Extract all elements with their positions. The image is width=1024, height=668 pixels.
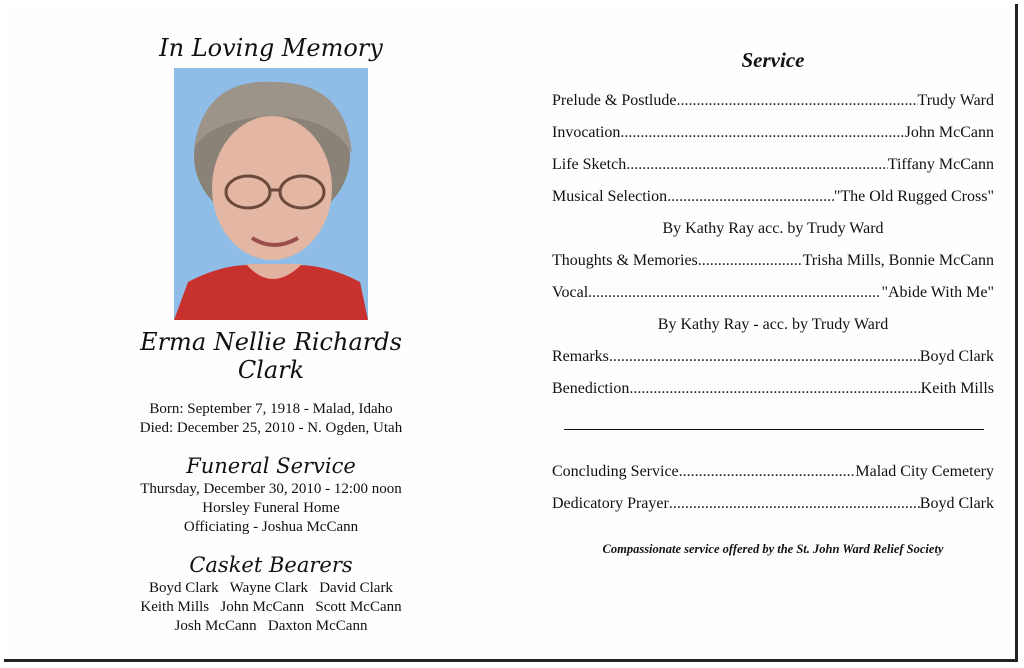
relief-society-credit: Compassionate service offered by the St. John Ward Relief Society bbox=[602, 542, 944, 556]
row-value: "The Old Rugged Cross" bbox=[833, 188, 994, 205]
performer-credit: By Kathy Ray - acc. by Trudy Ward bbox=[657, 316, 889, 333]
left-panel bbox=[104, 34, 438, 636]
funeral-service-title: Funeral Service bbox=[186, 454, 356, 478]
service-row bbox=[552, 117, 994, 149]
deceased-name: Erma Nellie Richards Clark bbox=[140, 328, 402, 384]
row-label: Concluding Service bbox=[552, 463, 679, 480]
bearers-line: Boyd Clark Wayne Clark David Clark bbox=[149, 580, 393, 596]
life-dates bbox=[104, 400, 438, 438]
row-value: Trisha Mills, Bonnie McCann bbox=[802, 252, 994, 269]
row-label: Thoughts & Memories bbox=[552, 252, 698, 269]
row-label: Invocation bbox=[552, 124, 621, 141]
died-line: Died: December 25, 2010 - N. Ogden, Utah bbox=[139, 420, 403, 436]
service-row bbox=[552, 341, 994, 373]
service-row bbox=[552, 245, 994, 277]
performer-credit: By Kathy Ray acc. by Trudy Ward bbox=[662, 220, 884, 237]
service-row bbox=[552, 277, 994, 309]
row-label: Remarks bbox=[552, 348, 609, 365]
portrait-illustration bbox=[174, 68, 368, 320]
program-card bbox=[4, 4, 1018, 662]
service-row bbox=[552, 456, 994, 488]
portrait-photo bbox=[174, 68, 368, 320]
row-value: Boyd Clark bbox=[919, 495, 994, 512]
in-loving-memory-heading: In Loving Memory bbox=[159, 34, 383, 62]
row-label: Musical Selection bbox=[552, 188, 668, 205]
row-value: John McCann bbox=[904, 124, 994, 141]
service-row bbox=[552, 373, 994, 405]
service-title: Service bbox=[741, 48, 805, 72]
bearers-line: Keith Mills John McCann Scott McCann bbox=[140, 599, 402, 615]
divider-line bbox=[564, 429, 984, 430]
funeral-line: Officiating - Joshua McCann bbox=[183, 519, 359, 535]
service-row bbox=[552, 85, 994, 117]
bearers-line: Josh McCann Daxton McCann bbox=[174, 618, 368, 634]
row-value: "Abide With Me" bbox=[881, 284, 994, 301]
funeral-line: Horsley Funeral Home bbox=[202, 500, 340, 516]
casket-bearers-list bbox=[104, 579, 438, 636]
row-label: Dedicatory Prayer bbox=[552, 495, 669, 512]
row-value: Tiffany McCann bbox=[887, 156, 994, 173]
funeral-line: Thursday, December 30, 2010 - 12:00 noon bbox=[140, 481, 402, 497]
row-label: Life Sketch bbox=[552, 156, 627, 173]
row-label: Prelude & Postlude bbox=[552, 92, 677, 109]
row-value: Malad City Cemetery bbox=[855, 463, 994, 480]
born-line: Born: September 7, 1918 - Malad, Idaho bbox=[149, 401, 393, 417]
row-value: Trudy Ward bbox=[917, 92, 994, 109]
row-label: Vocal bbox=[552, 284, 589, 301]
row-value: Boyd Clark bbox=[919, 348, 994, 365]
row-label: Benediction bbox=[552, 380, 630, 397]
service-row bbox=[552, 488, 994, 520]
row-value: Keith Mills bbox=[920, 380, 994, 397]
casket-bearers-title: Casket Bearers bbox=[189, 553, 353, 577]
service-row bbox=[552, 181, 994, 213]
funeral-details bbox=[104, 480, 438, 537]
service-row bbox=[552, 149, 994, 181]
service-panel bbox=[552, 48, 994, 557]
